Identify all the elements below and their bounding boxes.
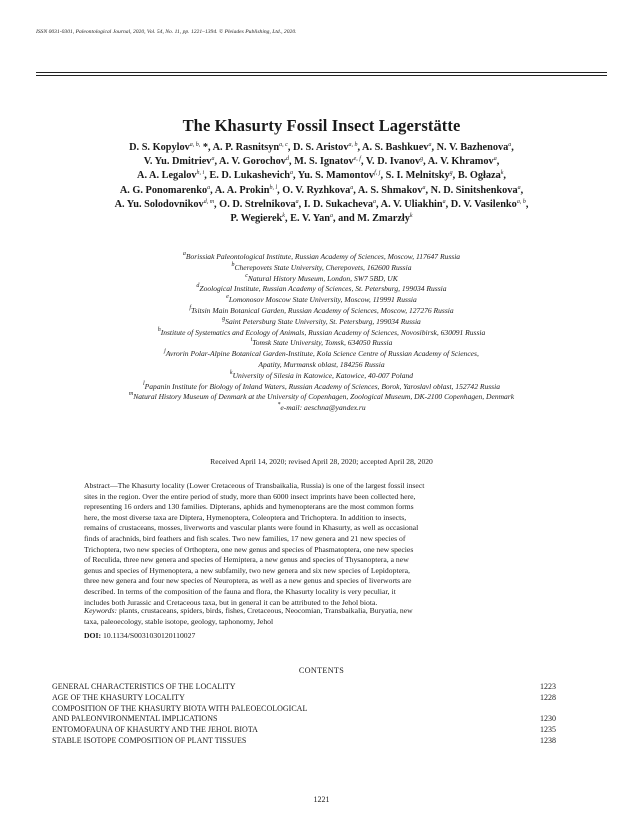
toc-item-title-line[interactable]: AGE OF THE KHASURTY LOCALITY <box>52 692 185 702</box>
affiliation-mark: j <box>164 348 166 355</box>
author-name: , A. V. Khramov <box>423 156 494 168</box>
affiliation-mark: c <box>245 272 248 279</box>
affiliation-text: Apatity, Murmansk oblast, 184256 Russia <box>258 359 385 369</box>
author-affiliation-mark: a <box>442 198 446 205</box>
author-affiliation-mark: a, b <box>348 142 358 148</box>
author-affiliation-mark: a <box>517 184 521 191</box>
author-affiliation-mark: f, j <box>374 170 381 177</box>
toc-item-title[interactable] <box>52 725 532 736</box>
affiliation-mark: * <box>277 402 281 409</box>
author-affiliation-mark: d, m <box>203 198 215 205</box>
author-affiliation-mark: d <box>285 156 289 163</box>
toc-item[interactable] <box>52 704 556 726</box>
affiliation-mark: b <box>231 261 235 268</box>
author-affiliation-mark: a, b <box>516 198 526 205</box>
author-name: , M. S. Ignatov <box>288 156 354 168</box>
author-affiliation-mark: a <box>428 142 432 148</box>
toc-item-title-line[interactable]: ENTOMOFAUNA OF KHASURTY AND THE JEHOL BIOTA <box>52 725 258 735</box>
toc-item-title[interactable] <box>52 704 532 726</box>
toc-item[interactable] <box>52 725 556 736</box>
author-name: , O. V. Ryzhkova <box>277 184 351 196</box>
affiliation-text: Papanin Institute for Biology of Inland Waters, Russian Academy of Sciences, Borok, Yaroslavl oblast, 152742 Russia <box>144 381 500 391</box>
abstract-line: here, the most diverse taxa are Diptera, Hymenoptera, Coleoptera and Trichoptera. In addition to insects, <box>84 512 407 522</box>
toc-item-title[interactable] <box>52 693 532 704</box>
author-affiliation-mark: a <box>295 198 299 205</box>
toc-item-page[interactable]: 1238 <box>540 735 556 745</box>
affiliation-text: Saint Petersburg State University, St. Petersburg, 199034 Russia <box>225 316 421 326</box>
toc-item-page[interactable]: 1230 <box>540 714 556 724</box>
affiliation-line <box>14 317 629 328</box>
author-line <box>30 184 613 198</box>
affiliation-line <box>14 274 629 285</box>
doi-label: DOI: <box>84 631 102 640</box>
toc-item[interactable] <box>52 736 556 747</box>
affiliation-text: Cherepovets State University, Cherepovets, 162600 Russia <box>234 262 412 272</box>
affiliation-line <box>14 295 629 306</box>
author-list <box>30 141 613 226</box>
author-affiliation-mark: a <box>493 156 497 163</box>
keywords-line-2: taxa, paleoecology, stable isotope, geology, taphonomy, Jehol <box>84 616 274 626</box>
author-affiliation-mark: e, f <box>353 156 361 163</box>
affiliation-text: Zoological Institute, Russian Academy of Sciences, St. Petersburg, 199034 Russia <box>199 284 447 294</box>
affiliation-text: Avrorin Polar-Alpine Botanical Garden-Institute, Kola Science Centre of Russian Academy of Sciences, <box>165 349 479 359</box>
toc-item-title-line[interactable]: COMPOSITION OF THE KHASURTY BIOTA WITH PALEOECOLOGICAL <box>52 703 308 713</box>
author-line <box>30 212 613 226</box>
author-name: V. Yu. Dmitriev <box>143 156 212 168</box>
author-affiliation-mark: h, i <box>196 170 205 177</box>
affiliation-text: Lomonosov Moscow State University, Moscow, 119991 Russia <box>228 295 417 305</box>
contents-title: CONTENTS <box>298 666 345 675</box>
affiliation-text: Tsitsin Main Botanical Garden, Russian Academy of Sciences, Moscow, 127276 Russia <box>191 305 454 315</box>
author-name: , E. D. Lukashevich <box>204 170 291 182</box>
affiliation-line <box>14 382 629 393</box>
author-name: P. Wegierek <box>230 213 283 225</box>
page-number: 1221 <box>313 795 330 804</box>
table-of-contents <box>52 682 556 747</box>
affiliation-mark: h <box>157 326 161 333</box>
article-title: The Khasurty Fossil Insect Lagerstätte <box>182 116 461 135</box>
author-name: , E. V. Yan <box>284 213 330 225</box>
abstract-line: genus and species of Hymenoptera, a new subfamily, two new genera and six new species of Lepidoptera, <box>84 565 410 575</box>
affiliation-text: Natural History Museum, London, SW7 5BD, UK <box>247 273 398 283</box>
toc-item-page[interactable]: 1235 <box>540 725 556 735</box>
author-name: , S. I. Melnitsky <box>380 170 450 182</box>
affiliation-mark: f <box>189 304 191 311</box>
affiliation-line <box>14 338 629 349</box>
author-affiliation-mark: b, l <box>269 184 278 191</box>
toc-item[interactable] <box>52 682 556 693</box>
affiliation-line <box>14 263 629 274</box>
affiliation-line <box>14 252 629 263</box>
author-name: *, A. P. Rasnitsyn <box>200 142 280 153</box>
affiliation-text: Tomsk State University, Tomsk, 634050 Russia <box>252 338 393 348</box>
abstract-line: includes both Jurassic and Cretaceous taxa, but in general it can be attributed to the Jehol biota. <box>84 597 378 607</box>
abstract-line: Abstract—The Khasurty locality (Lower Cretaceous of Transbaikalia, Russia) is one of the largest fossil insect <box>84 481 425 490</box>
author-affiliation-mark: a <box>350 184 354 191</box>
author-line <box>30 169 613 183</box>
author-name: , V. D. Ivanov <box>360 156 421 168</box>
affiliation-list <box>14 252 629 414</box>
affiliation-mark: d <box>196 283 200 290</box>
toc-item-title[interactable] <box>52 736 532 747</box>
author-name: , Yu. S. Mamontov <box>293 170 375 182</box>
header-rule-bottom <box>36 75 607 76</box>
affiliation-line <box>14 349 629 360</box>
toc-item-title[interactable] <box>52 682 532 693</box>
toc-item-title-line[interactable]: STABLE ISOTOPE COMPOSITION OF PLANT TISSUES <box>52 735 247 745</box>
author-name: , A. A. Prokin <box>210 184 270 196</box>
abstract-line: representing 16 orders and 130 families. Dipterans, aphids and hymenopterans are the most common forms <box>84 502 414 512</box>
affiliation-mark: i <box>250 337 253 344</box>
author-name: , D. S. Aristov <box>287 142 349 153</box>
author-name: , A. S. Shmakov <box>353 184 423 196</box>
affiliation-mark: k <box>229 369 233 376</box>
affiliation-line <box>14 360 629 371</box>
doi-value[interactable]: 10.1134/S0031030120110027 <box>101 631 196 640</box>
toc-item[interactable] <box>52 693 556 704</box>
author-line <box>30 155 613 169</box>
abstract-line: of Reculida, three new genera and species of Hemiptera, a new genus and species of Thysanoptera, a new <box>84 555 409 565</box>
abstract-line: remains of crustaceans, mosses, liverworts and vascular plants were found in Khasurty, as well as occasional <box>84 523 419 533</box>
keywords-line-1: plants, crustaceans, spiders, birds, fishes, Cretaceous, Neocomian, Transbaikalia, Buryatia, new <box>117 606 413 615</box>
toc-item-title-line[interactable]: GENERAL CHARACTERISTICS OF THE LOCALITY <box>52 682 236 691</box>
author-affiliation-mark: k <box>282 213 285 220</box>
author-name: , B. Ogłaza <box>452 170 501 182</box>
author-affiliation-mark: a <box>290 170 294 177</box>
author-name: A. A. Legalov <box>137 170 197 182</box>
abstract-line: sites in the region. Over the entire period of study, more than 6000 insect imprints have been collected here, <box>84 491 416 501</box>
toc-item-page[interactable]: 1228 <box>540 692 556 702</box>
author-affiliation-mark: a <box>373 198 377 205</box>
affiliation-text[interactable]: e-mail: aeschna@yandex.ru <box>280 403 366 413</box>
author-affiliation-mark: a, b, <box>189 142 201 148</box>
affiliation-line <box>14 284 629 295</box>
abstract-line: Trichoptera, two new species of Orthoptera, one new genus and species of Phasmatoptera, one new species <box>84 544 414 554</box>
keywords-label: Keywords: <box>84 606 118 615</box>
author-name: , A. S. Bashkuev <box>357 142 429 153</box>
affiliation-line <box>14 371 629 382</box>
author-affiliation-mark: k <box>409 213 413 220</box>
abstract-line: three new genera and four new species of Neuroptera, as well as a new genus and species of liverworts are <box>84 576 412 586</box>
author-affiliation-mark: a <box>422 184 426 191</box>
author-name: , O. D. Strelnikova <box>214 198 296 210</box>
author-name: , <box>503 170 506 182</box>
author-name: , A. V. Uliakhin <box>376 198 443 210</box>
affiliation-mark: a <box>182 251 186 257</box>
abstract-line: described. In terms of the composition of the fauna and flora, the Khasurty locality is very peculiar, it <box>84 586 396 596</box>
abstract-line: finds of arachnids, bird feathers and fish scales. Two new families, 17 new genera and 21 new species of <box>84 533 406 543</box>
affiliation-text: University of Silesia in Katowice, Katowice, 40-007 Poland <box>232 370 414 380</box>
author-affiliation-mark: g <box>449 170 453 177</box>
author-name: , I. D. Sukacheva <box>298 198 374 210</box>
author-line <box>30 141 613 155</box>
author-affiliation-mark: a <box>508 142 512 148</box>
author-line <box>30 198 613 212</box>
author-name: D. S. Kopylov <box>129 142 190 153</box>
affiliation-text: Institute of Systematics and Ecology of Animals, Russian Academy of Sciences, Novosibirsk, 630091 Russia <box>160 327 486 337</box>
author-name: , <box>496 156 500 168</box>
author-affiliation-mark: k <box>500 170 504 177</box>
author-name: A. G. Ponomarenko <box>119 184 208 196</box>
author-name: , N. V. Bazhenova <box>431 142 509 153</box>
affiliation-mark: m <box>128 391 134 398</box>
abstract <box>84 481 560 608</box>
affiliation-mark: e <box>226 294 229 301</box>
received-dates: Received April 14, 2020; revised April 28, 2020; accepted April 28, 2020 <box>210 457 433 466</box>
toc-item-page[interactable]: 1223 <box>540 682 556 691</box>
author-affiliation-mark: a <box>207 184 211 191</box>
author-name: A. Yu. Solodovnikov <box>114 198 204 210</box>
author-name: , <box>525 198 529 210</box>
author-name: , <box>511 142 514 153</box>
author-affiliation-mark: g <box>420 156 424 163</box>
affiliation-text: Natural History Museum of Denmark at the University of Copenhagen, Zoological Museum, DK-2100 Copenhagen, Denmark <box>133 392 515 402</box>
doi[interactable] <box>84 631 195 640</box>
journal-header: ISSN 0031-0301, Paleontological Journal, 2020, Vol. 54, No. 11, pp. 1221–1394. © Pleiades Publishing, Ltd., 2020. <box>36 29 297 35</box>
header-rule-top <box>36 72 607 73</box>
author-name: , and M. Zmarzły <box>332 213 410 225</box>
affiliation-mark: g <box>222 315 226 322</box>
affiliation-line <box>14 403 629 414</box>
author-name: , D. V. Vasilenko <box>445 198 517 210</box>
affiliation-line <box>14 328 629 339</box>
affiliation-line <box>14 306 629 317</box>
author-name: , N. D. Sinitshenkova <box>425 184 518 196</box>
author-affiliation-mark: a <box>211 156 215 163</box>
toc-item-title-line[interactable]: AND PALEONVIRONMENTAL IMPLICATIONS <box>52 714 218 724</box>
author-affiliation-mark: a <box>329 213 333 220</box>
author-name: , A. V. Gorochov <box>214 156 286 168</box>
keywords <box>84 606 560 627</box>
affiliation-line <box>14 392 629 403</box>
author-affiliation-mark: a, c <box>279 142 288 148</box>
affiliation-text: Borissiak Paleontological Institute, Russian Academy of Sciences, Moscow, 117647 Russia <box>185 252 461 261</box>
author-name: , <box>520 184 524 196</box>
affiliation-mark: l <box>143 380 145 387</box>
